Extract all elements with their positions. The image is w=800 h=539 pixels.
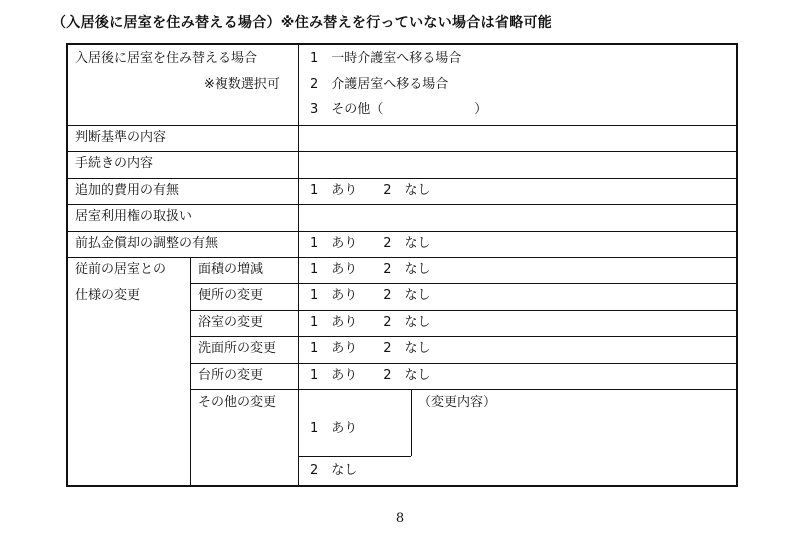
toilet-change-value: 1 あり 2 なし (310, 288, 431, 303)
row-divider (68, 178, 736, 179)
other-change-details-label: （変更内容） (418, 395, 497, 410)
relocation-form-table (66, 43, 738, 487)
criteria-label: 判断基準の内容 (75, 130, 167, 145)
other-change-yes: 1 あり (310, 421, 358, 436)
area-change-value: 1 あり 2 なし (310, 262, 431, 277)
kitchen-change-label: 台所の変更 (198, 368, 264, 383)
section-heading: （入居後に居室を住み替える場合）※住み替えを行っていない場合は省略可能 (52, 15, 553, 31)
row-divider (68, 204, 736, 205)
row-divider (190, 336, 736, 337)
procedure-label: 手続きの内容 (75, 156, 154, 171)
multi-select-note: ※複数選択可 (204, 77, 280, 92)
option-care-room: 2 介護居室へ移る場合 (310, 77, 449, 92)
bath-change-value: 1 あり 2 なし (310, 315, 431, 330)
row-divider (68, 125, 736, 126)
column-divider (411, 389, 412, 456)
row-divider (68, 151, 736, 152)
column-divider (298, 45, 299, 485)
option-other: 3 その他（ ） (310, 102, 488, 117)
usage-rights-label: 居室利用権の取扱い (75, 209, 193, 224)
other-change-no: 2 なし (310, 463, 358, 478)
relocation-label: 入居後に居室を住み替える場合 (75, 51, 258, 66)
row-divider (68, 231, 736, 232)
bath-change-label: 浴室の変更 (198, 315, 264, 330)
kitchen-change-value: 1 あり 2 なし (310, 368, 431, 383)
additional-cost-label: 追加的費用の有無 (75, 183, 180, 198)
spec-change-label-line2: 仕様の変更 (75, 288, 141, 303)
additional-cost-value: 1 あり 2 なし (310, 183, 431, 198)
column-divider (190, 257, 191, 485)
row-divider (190, 389, 736, 390)
row-divider (298, 456, 411, 457)
other-change-label: その他の変更 (198, 395, 277, 410)
page-number: 8 (395, 511, 405, 526)
row-divider (190, 283, 736, 284)
washroom-change-value: 1 あり 2 なし (310, 341, 431, 356)
row-divider (68, 257, 736, 258)
toilet-change-label: 便所の変更 (198, 288, 264, 303)
option-temporary-care-room: 1 一時介護室へ移る場合 (310, 51, 462, 66)
prepayment-label: 前払金償却の調整の有無 (75, 236, 219, 251)
spec-change-label-line1: 従前の居室との (75, 262, 167, 277)
prepayment-value: 1 あり 2 なし (310, 236, 431, 251)
washroom-change-label: 洗面所の変更 (198, 341, 277, 356)
row-divider (190, 363, 736, 364)
row-divider (190, 310, 736, 311)
area-change-label: 面積の増減 (198, 262, 264, 277)
